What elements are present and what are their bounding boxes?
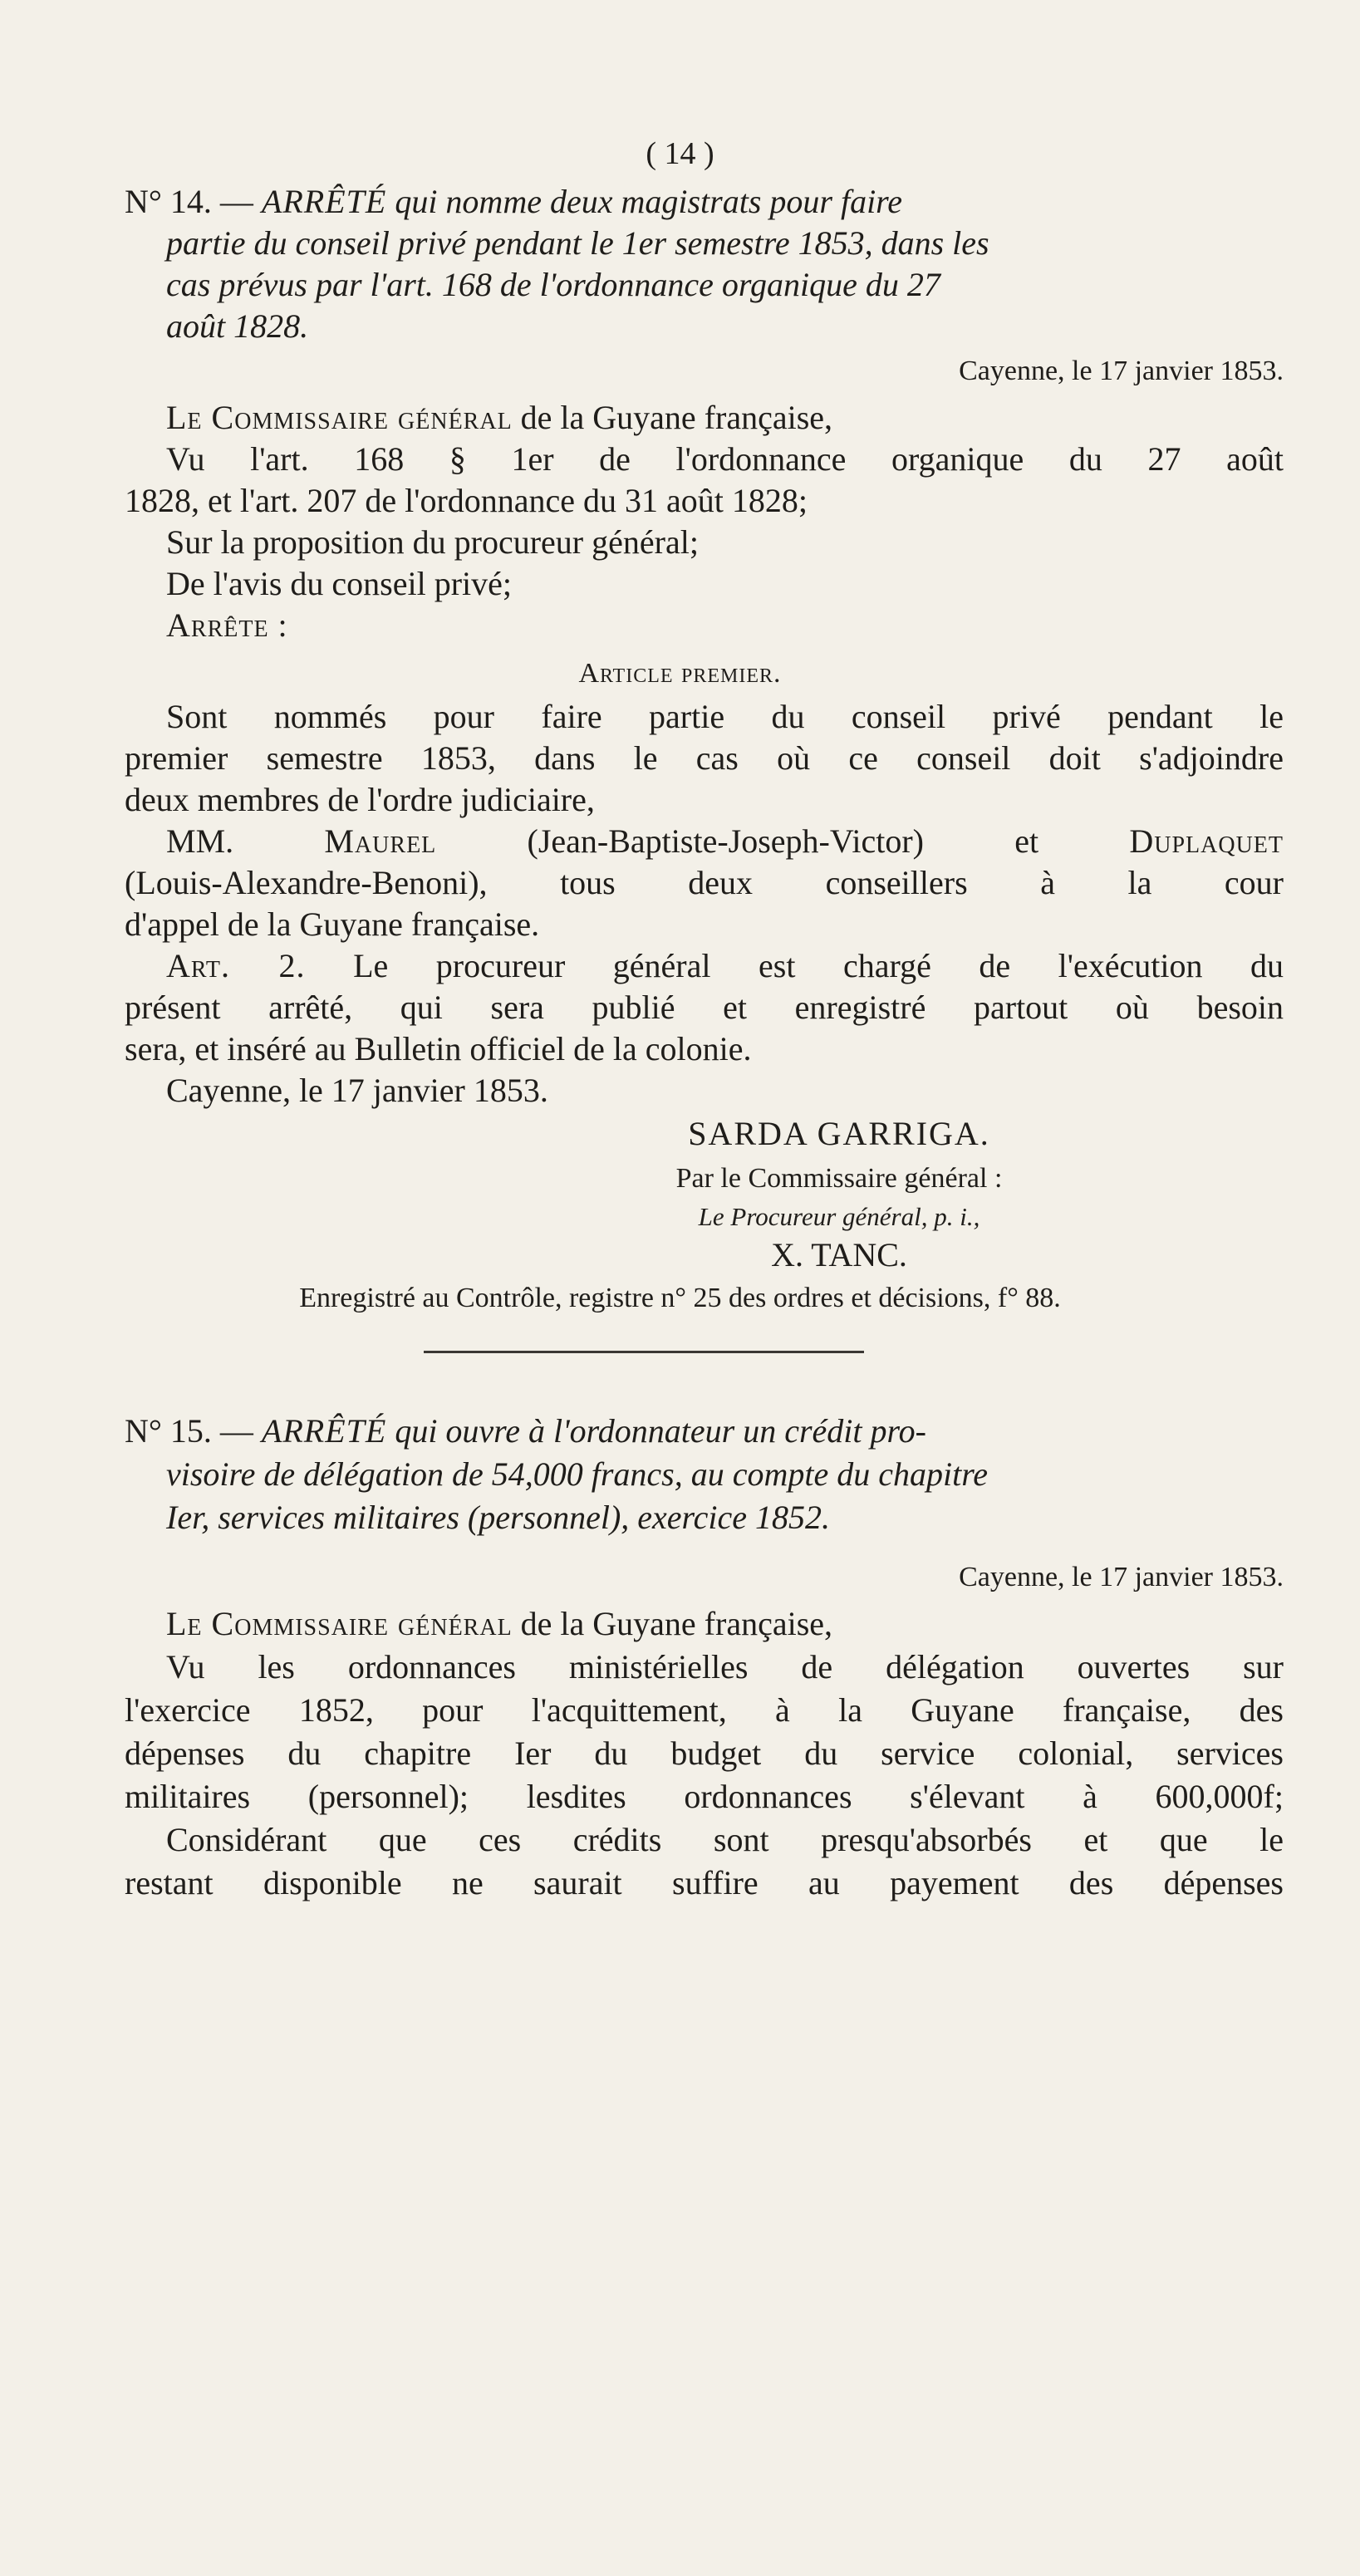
act14-article1-line-4: MM. Maurel (Jean-Baptiste-Joseph-Victor) et Duplaquet [166, 822, 1284, 860]
act14-number: N° 14. [125, 183, 212, 220]
act15-vu-line-3: dépenses du chapitre Ier du budget du service colonial, services [125, 1735, 1284, 1772]
act15-number: N° 15. [125, 1412, 212, 1450]
act14-title-line-2: partie du conseil privé pendant le 1er semestre 1853, dans les [166, 224, 989, 262]
act14-sur: Sur la proposition du procureur général; [166, 523, 699, 561]
act14-closing-date: Cayenne, le 17 janvier 1853. [166, 1072, 548, 1109]
act15-date: Cayenne, le 17 janvier 1853. [959, 1562, 1284, 1592]
section-divider [424, 1351, 864, 1353]
act14-signature: SARDA GARRIGA. [688, 1115, 990, 1152]
magistrate-name-2: Duplaquet [1129, 822, 1284, 860]
act15-vu-line-2: l'exercice 1852, pour l'acquittement, à la Guyane française, des [125, 1691, 1284, 1729]
page-number: ( 14 ) [646, 136, 714, 171]
act15-considerant-line-2: restant disponible ne saurait suffire au payement des dépenses [125, 1864, 1284, 1901]
act14-arrete: Arrête : [166, 606, 288, 644]
act14-article1-line-6: d'appel de la Guyane française. [125, 905, 540, 943]
act14-title-line-4: août 1828. [166, 307, 309, 345]
act14-article-heading: Article premier. [578, 658, 782, 689]
act14-enregistre: Enregistré au Contrôle, registre n° 25 des ordres et décisions, f° 88. [299, 1283, 1061, 1313]
act14-title-word: ARRÊTÉ [261, 183, 387, 220]
act15-title-word: ARRÊTÉ [261, 1412, 387, 1450]
act14-article1-line-5: (Louis-Alexandre-Benoni), tous deux conseillers à la cour [125, 864, 1284, 901]
act14-date: Cayenne, le 17 janvier 1853. [959, 356, 1284, 386]
act14-article2-line-1: Art. 2. Le procureur général est chargé de l'exécution du [166, 947, 1284, 984]
act14-par-le: Par le Commissaire général : [675, 1163, 1003, 1194]
act15-title-line-3: Ier, services militaires (personnel), exercice 1852. [166, 1499, 831, 1536]
act14-title-line-3: cas prévus par l'art. 168 de l'ordonnance organique du 27 [166, 266, 940, 303]
act15-title-line-2: visoire de délégation de 54,000 francs, au compte du chapitre [166, 1455, 989, 1493]
act14-vu-line-2: 1828, et l'art. 207 de l'ordonnance du 31 août 1828; [125, 482, 808, 519]
act14-article1-line-2: premier semestre 1853, dans le cas où ce conseil doit s'adjoindre [125, 739, 1284, 777]
act14-article2-line-2: présent arrêté, qui sera publié et enregistré partout où besoin [125, 989, 1284, 1026]
act15-vu-line-1: Vu les ordonnances ministérielles de délégation ouvertes sur [166, 1648, 1284, 1685]
act15-title-line-1: N° 15. — ARRÊTÉ qui ouvre à l'ordonnateur un crédit pro- [125, 1412, 926, 1450]
act14-article1-line-1: Sont nommés pour faire partie du conseil privé pendant le [166, 698, 1284, 735]
act15-commissaire: Le Commissaire général de la Guyane française, [166, 1605, 833, 1642]
act14-title-line-1: N° 14. — ARRÊTÉ qui nomme deux magistrats pour faire [125, 183, 903, 220]
act14-commissaire: Le Commissaire général de la Guyane française, [166, 399, 833, 436]
magistrate-name-1: Maurel [324, 822, 437, 860]
act14-article1-line-3: deux membres de l'ordre judiciaire, [125, 781, 595, 818]
act14-tanc: X. TANC. [771, 1236, 907, 1273]
act14-article2-line-3: sera, et inséré au Bulletin officiel de la colonie. [125, 1030, 752, 1067]
act14-procureur: Le Procureur général, p. i., [698, 1202, 980, 1231]
act15-vu-line-4: militaires (personnel); lesdites ordonnances s'élevant à 600,000f; [125, 1778, 1284, 1815]
act15-considerant-line-1: Considérant que ces crédits sont presqu'absorbés et que le [166, 1821, 1284, 1858]
act14-vu-line-1: Vu l'art. 168 § 1er de l'ordonnance organique du 27 août [166, 440, 1284, 478]
act14-avis: De l'avis du conseil privé; [166, 565, 512, 602]
